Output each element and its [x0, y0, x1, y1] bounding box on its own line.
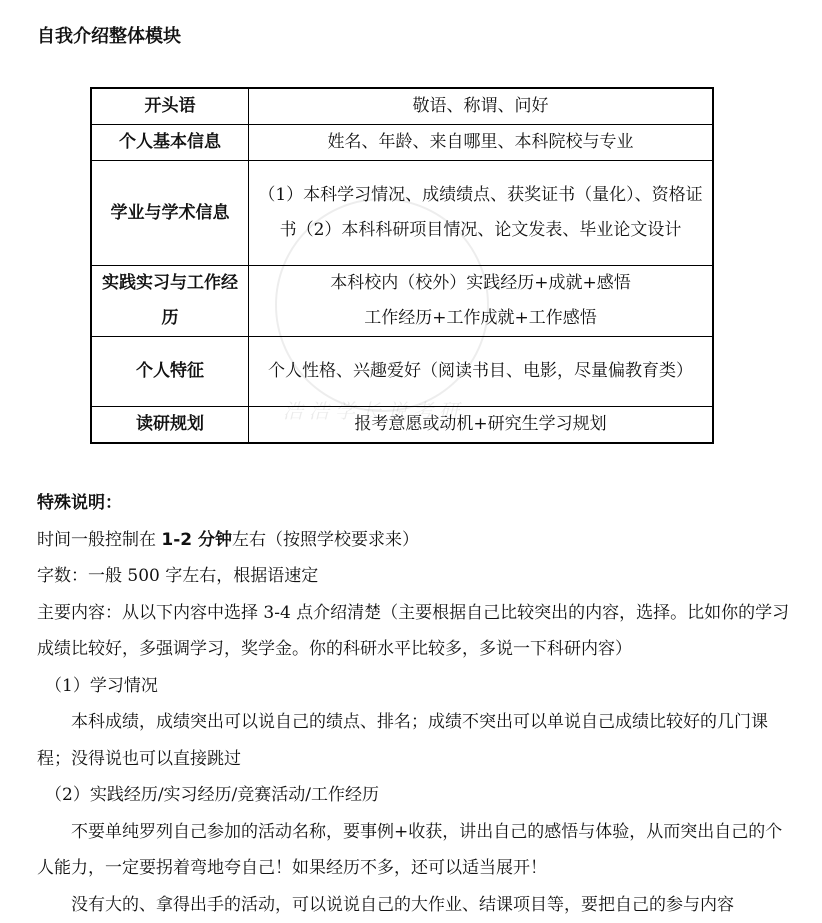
row-content: （1）本科学习情况、成绩绩点、获奖证书（量化）、资格证书（2）本科科研项目情况、论文发表、毕业论文设计 [249, 161, 714, 266]
row-label: 学业与学术信息 [91, 161, 249, 266]
special-notes [37, 485, 797, 923]
main-content-note: 主要内容：从以下内容中选择 3-4 点介绍清楚（主要根据自己比较突出的内容，选择。比如你的学习成绩比较好，多强调学习，奖学金。你的科研水平比较多，多说一下科研内容） [37, 595, 797, 668]
row-content: 姓名、年龄、来自哪里、本科院校与专业 [249, 125, 714, 161]
table-row [91, 125, 713, 161]
row-label: 个人特征 [91, 337, 249, 407]
word-count-note: 字数：一般 500 字左右，根据语速定 [37, 558, 797, 595]
row-content: 敬语、称谓、问好 [249, 88, 714, 125]
content-line: 本科校内（校外）实践经历+成就+感悟 [257, 266, 704, 301]
item-body: 没有大的、拿得出手的活动，可以说说自己的大作业、结课项目等，要把自己的参与内容 [37, 887, 797, 923]
watermark-logo-icon [275, 198, 489, 412]
row-label: 读研规划 [91, 407, 249, 444]
time-note: 时间一般控制在 1-2 分钟左右（按照学校要求来） [37, 522, 797, 559]
item-body: 本科成绩，成绩突出可以说自己的绩点、排名；成绩不突出可以单说自己成绩比较好的几门课程；没得说也可以直接跳过 [37, 704, 797, 777]
item-body: 不要单纯罗列自己参加的活动名称，要事例+收获，讲出自己的感悟与体验，从而突出自己的个人能力，一定要拐着弯地夸自己！如果经历不多，还可以适当展开！ [37, 814, 797, 887]
item-title: （1）学习情况 [37, 668, 797, 705]
time-emphasis: 1-2 分钟 [161, 530, 232, 550]
section-heading: 特殊说明： [37, 485, 797, 522]
content-line: 工作经历+工作成就+工作感悟 [257, 301, 704, 336]
page-title: 自我介绍整体模块 [37, 22, 181, 48]
item-title: （2）实践经历/实习经历/竞赛活动/工作经历 [37, 777, 797, 814]
row-content: 个人性格、兴趣爱好（阅读书目、电影，尽量偏教育类） [249, 337, 714, 407]
row-label: 实践实习与工作经历 [91, 266, 249, 337]
row-content: 报考意愿或动机+研究生学习规划 [249, 407, 714, 444]
table-row [91, 88, 713, 125]
row-label: 个人基本信息 [91, 125, 249, 161]
watermark-text: 浩浩学长说考研 [283, 395, 465, 424]
row-label: 开头语 [91, 88, 249, 125]
